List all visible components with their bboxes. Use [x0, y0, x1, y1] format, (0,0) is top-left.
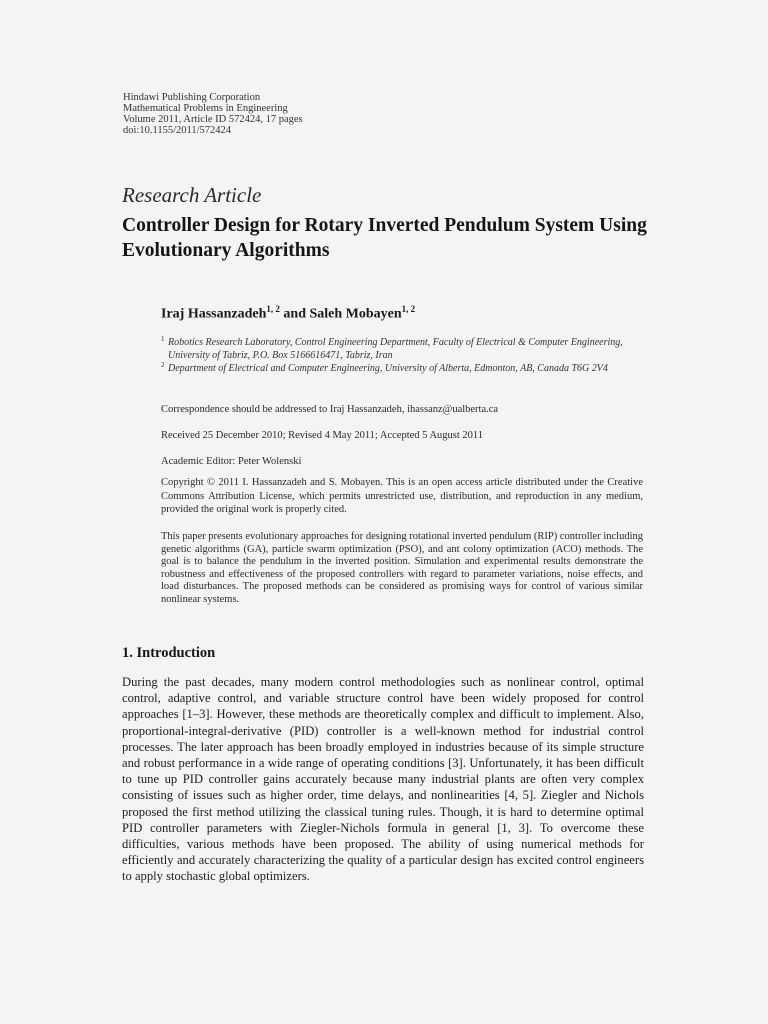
doi-line: doi:10.1155/2011/572424 — [123, 125, 232, 136]
section-heading: 1. Introduction — [122, 645, 216, 661]
volume-line: Volume 2011, Article ID 572424, 17 pages — [123, 114, 303, 125]
author-affil-sup: 1, 2 — [401, 304, 416, 314]
author-name: Saleh Mobayen — [309, 306, 402, 322]
affiliations — [161, 336, 641, 375]
paper-title: Controller Design for Rotary Inverted Pendulum System Using Evolutionary Algorithms — [122, 215, 647, 261]
academic-editor: Academic Editor: Peter Wolenski — [161, 456, 302, 467]
copyright-notice: Copyright © 2011 I. Hassanzadeh and S. Mobayen. This is an open access article distributed under the Creative Commons Attribution License, which permits unrestricted use, distribution, and reproduction in any medium, provided the original work is properly cited. — [161, 477, 643, 515]
author-conjunction: and — [279, 306, 310, 322]
affiliation-text: Department of Electrical and Computer Engineering, University of Alberta, Edmonton, AB, Canada T6G 2V4 — [168, 363, 608, 374]
affiliation-2 — [161, 362, 641, 375]
author-list — [161, 304, 415, 323]
journal-header — [123, 92, 303, 136]
affiliation-number: 1 — [161, 335, 165, 343]
author-name: Iraj Hassanzadeh — [161, 306, 267, 322]
received-dates: Received 25 December 2010; Revised 4 May 2011; Accepted 5 August 2011 — [161, 430, 484, 441]
journal-line: Mathematical Problems in Engineering — [123, 103, 288, 114]
author-affil-sup: 1, 2 — [266, 304, 280, 314]
publisher-line: Hindawi Publishing Corporation — [123, 92, 261, 103]
affiliation-text: Robotics Research Laboratory, Control Engineering Department, Faculty of Electrical & Computer Engineering, University of Tabriz, P.O. Box 5166616471, Tabriz, Iran — [168, 337, 623, 361]
affiliation-number: 2 — [161, 361, 165, 369]
affiliation-1 — [161, 336, 641, 362]
section-body: During the past decades, many modern control methodologies such as nonlinear control, optimal control, adaptive control, and variable structure control have been widely proposed for control approaches [1–3]. However, these methods are theoretically complex and difficult to implement. Also, proportional-integral-derivative (PID) controller is a well-known method for industrial control processes. The later approach has been broadly employed in industries because of its simple structure and robust performance in a wide range of operating conditions [3]. Unfortunately, it has been difficult to tune up PID controller gains accurately because many industrial plants are often very complex consisting of issues such as higher order, time delays, and nonlinearities [4, 5]. Ziegler and Nichols proposed the first method utilizing the classical tuning rules. Though, it is hard to determine optimal PID controller parameters with Ziegler-Nichols formula in general [1, 3]. To overcome these difficulties, various methods have been proposed. The ability of using numerical methods for efficiently and accurately characterizing the quality of a particular design has excited control engineers to apply stochastic global optimizers. — [122, 675, 644, 884]
article-type: Research Article — [122, 183, 262, 207]
correspondence: Correspondence should be addressed to Iraj Hassanzadeh, ihassanz@ualberta.ca — [161, 404, 499, 415]
abstract: This paper presents evolutionary approaches for designing rotational inverted pendulum (RIP) controller including genetic algorithms (GA), particle swarm optimization (PSO), and ant colony optimization (ACO) methods. The goal is to balance the pendulum in the inverted position. Simulation and experimental results demonstrate the robustness and effectiveness of the proposed controllers with regard to parameter variations, noise effects, and load disturbances. The proposed methods can be considered as promising ways for control of various similar nonlinear systems. — [161, 531, 643, 605]
